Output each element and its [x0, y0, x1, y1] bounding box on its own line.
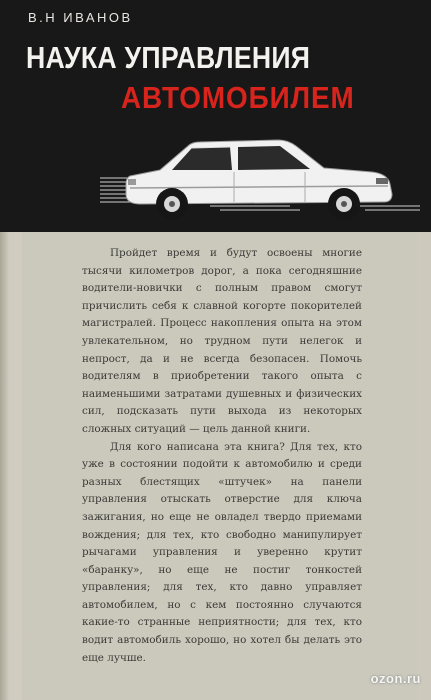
annotation-text [82, 245, 362, 667]
cover-top-panel [0, 0, 431, 232]
title-line-1: НАУКА УПРАВЛЕНИЯ [26, 40, 311, 75]
title-line-2: АВТОМОБИЛЕМ [121, 80, 355, 115]
ozon-watermark: ozon.ru [370, 671, 421, 686]
annotation-paragraph-2: Для кого написана эта книга? Для тех, кто уже в состоянии подойти к автомобилю и среди разных блестящих «штучек» на панели управления отыскать отверстие для ключа зажигания, но еще не овладел твердо приемами вождения; для тех, кто свободно манипулирует рычагами управления и уверенно крутит «баранку», но еще не постиг тонкостей управления; для тех, кто давно управляет автомобилем, но с кем постоянно случаются какие-то странные неприятности; для тех, кто водит автомобиль хорошо, но хотел бы делать это еще лучше. [82, 440, 362, 664]
car-illustration [100, 118, 420, 228]
author-name: В.Н ИВАНОВ [28, 10, 133, 25]
annotation-paragraph-1: Пройдет время и будут освоены многие тысячи километров дорог, а пока сегодняшние водители-новички с полным правом смогут причислить себя к славной когорте покорителей магистралей. Процесс накопления опыта на этом увлекательном, но трудном пути нелегок и непрост, да и не всегда безопасен. Помочь водителям в приобретении такого опыта с наименьшими затратами душевных и физических сил, подсказать пути выхода из некоторых сложных ситуаций — цель данной книги. [82, 247, 362, 435]
